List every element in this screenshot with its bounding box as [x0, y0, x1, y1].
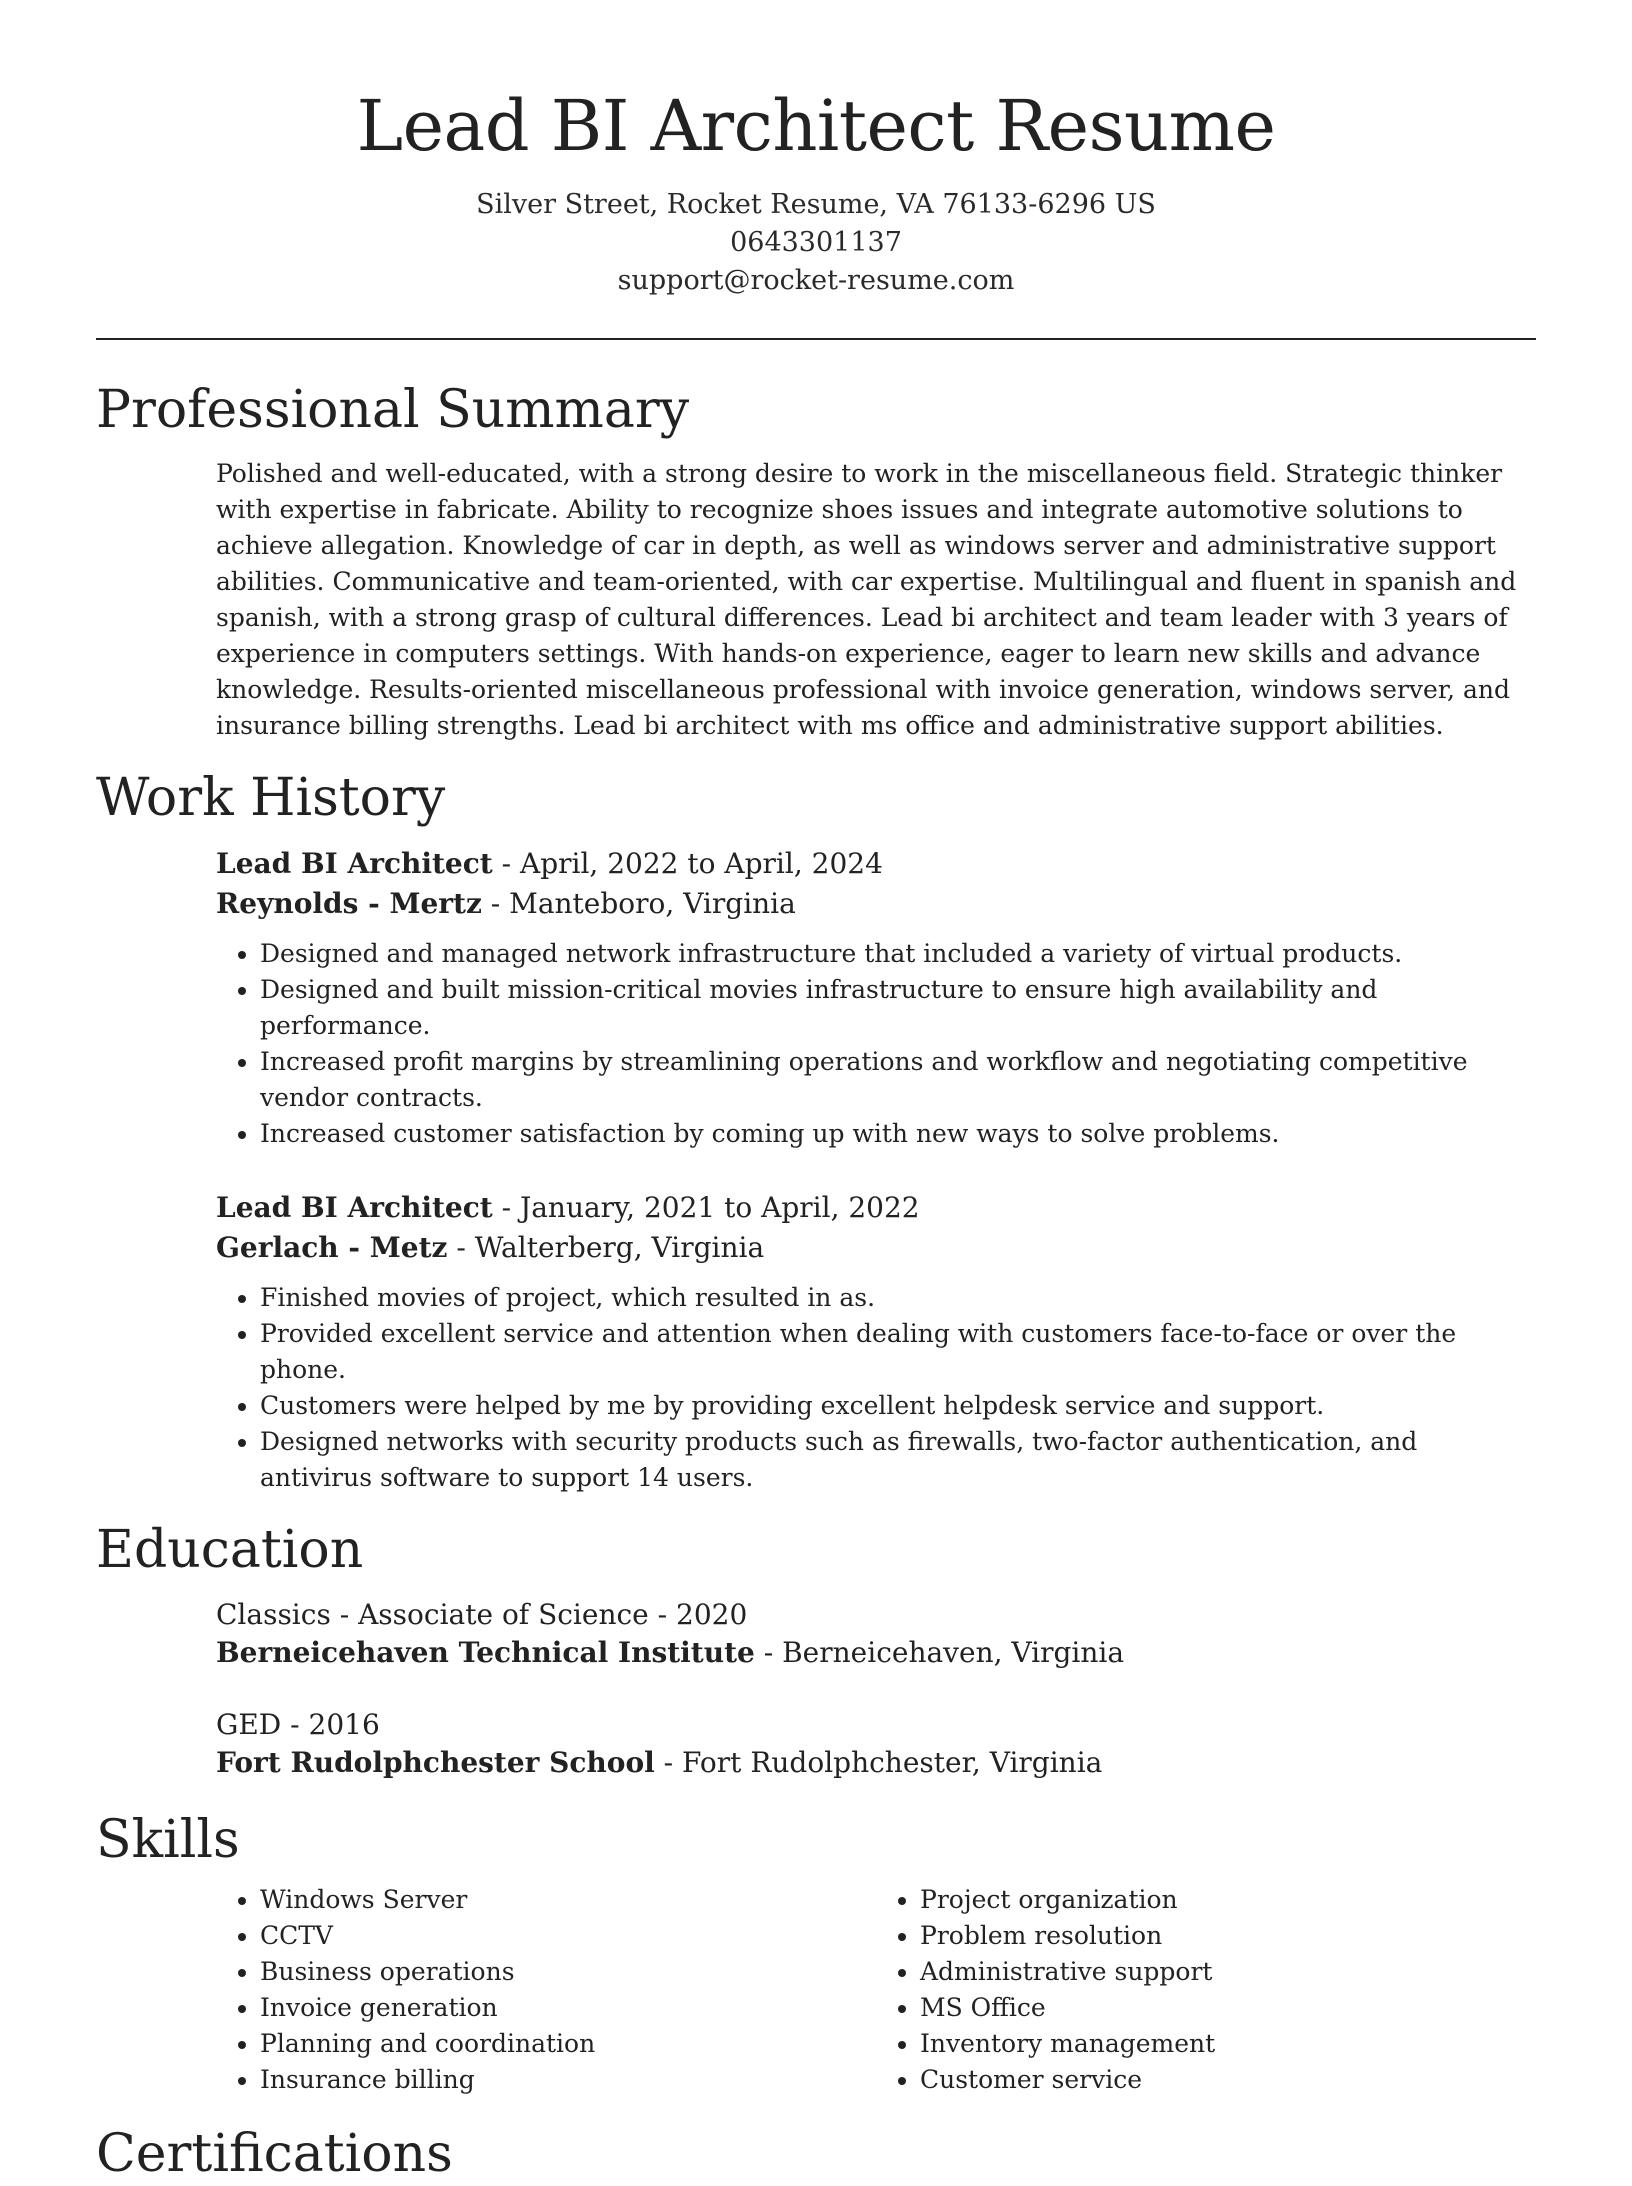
education-school-line [216, 1634, 1536, 1672]
job-company: Reynolds - Mertz [216, 887, 482, 920]
job-dates: - April, 2022 to April, 2024 [492, 847, 883, 880]
job-company: Gerlach - Metz [216, 1231, 448, 1264]
skill-item: • Inventory management [920, 2026, 1536, 2062]
job-location: - Manteboro, Virginia [481, 887, 796, 920]
education-heading: Education [96, 1520, 364, 1580]
job-bullets [216, 1280, 1536, 1496]
resume-page [96, 0, 1536, 2186]
skills-grid [216, 1882, 1536, 2098]
header-divider [96, 338, 1536, 340]
work-history-heading: Work History [96, 768, 446, 828]
education-school: Fort Rudolphchester School [216, 1746, 655, 1779]
skill-item: • Problem resolution [920, 1918, 1536, 1954]
education-school-line [216, 1744, 1536, 1782]
job-bullet: • Designed and built mission-critical movies infrastructure to ensure high availability and performance. [260, 972, 1536, 1044]
job-entry [216, 1188, 1536, 1496]
phone-line: 0643301137 [730, 227, 902, 258]
certifications-heading: Certifications [96, 2124, 453, 2184]
skill-item: • Invoice generation [260, 1990, 876, 2026]
summary-section [96, 378, 1536, 744]
job-bullets [216, 936, 1536, 1152]
education-degree: Classics - Associate of Science - 2020 [216, 1598, 748, 1631]
job-company-line [216, 884, 1536, 924]
job-entry [216, 844, 1536, 1152]
job-bullet: • Designed and managed network infrastructure that included a variety of virtual products. [260, 936, 1536, 972]
education-degree: GED - 2016 [216, 1708, 380, 1741]
education-location: - Fort Rudolphchester, Virginia [654, 1746, 1103, 1779]
skills-section [96, 1808, 1536, 2098]
job-bullet: • Customers were helped by me by providing excellent helpdesk service and support. [260, 1388, 1536, 1424]
job-bullet: • Increased profit margins by streamlining operations and workflow and negotiating competitive vendor contracts. [260, 1044, 1536, 1116]
skills-column-left [216, 1882, 876, 2098]
skill-item: • Business operations [260, 1954, 876, 1990]
work-history-section [96, 766, 1536, 1496]
skill-item: • MS Office [920, 1990, 1536, 2026]
page-title: Lead BI Architect Resume [356, 85, 1276, 167]
education-entry [216, 1596, 1536, 1672]
skill-item: • Insurance billing [260, 2062, 876, 2098]
contact-block [96, 186, 1536, 300]
summary-heading: Professional Summary [96, 380, 690, 440]
skill-item: • Project organization [920, 1882, 1536, 1918]
job-bullet: • Increased customer satisfaction by coming up with new ways to solve problems. [260, 1116, 1536, 1152]
job-title-line [216, 844, 1536, 884]
resume-header [96, 0, 1536, 300]
skill-item: • CCTV [260, 1918, 876, 1954]
skill-item: • Administrative support [920, 1954, 1536, 1990]
job-bullet: • Designed networks with security products such as firewalls, two-factor authentication, and antivirus software to support 14 users. [260, 1424, 1536, 1496]
job-title: Lead BI Architect [216, 1191, 493, 1224]
job-location: - Walterberg, Virginia [447, 1231, 765, 1264]
summary-text: Polished and well-educated, with a strong desire to work in the miscellaneous field. Strategic thinker with expertise in fabricate. Ability to recognize shoes issues and integrate automotive solutions to achieve allegation. Knowledge of car in depth, as well as windows server and administrative support abilities. Communicative and team-oriented, with car expertise. Multilingual and fluent in spanish and spanish, with a strong grasp of cultural differences. Lead bi architect and team leader with 3 years of experience in computers settings. With hands-on experience, eager to learn new skills and advance knowledge. Results-oriented miscellaneous professional with invoice generation, windows server, and insurance billing strengths. Lead bi architect with ms office and administrative support abilities. [216, 459, 1517, 740]
education-section [96, 1518, 1536, 1782]
skill-item: • Planning and coordination [260, 2026, 876, 2062]
skills-heading: Skills [96, 1810, 240, 1870]
education-location: - Berneicehaven, Virginia [754, 1636, 1125, 1669]
certifications-section [96, 2122, 1536, 2186]
email-line: support@rocket-resume.com [617, 265, 1015, 296]
job-bullet: • Provided excellent service and attention when dealing with customers face-to-face or over the phone. [260, 1316, 1536, 1388]
address-line: Silver Street, Rocket Resume, VA 76133-6296 US [476, 189, 1156, 220]
job-company-line [216, 1228, 1536, 1268]
job-title-line [216, 1188, 1536, 1228]
skills-column-right [876, 1882, 1536, 2098]
education-entry [216, 1706, 1536, 1782]
job-bullet: • Finished movies of project, which resulted in as. [260, 1280, 1536, 1316]
job-title: Lead BI Architect [216, 847, 493, 880]
skill-item: • Customer service [920, 2062, 1536, 2098]
education-school: Berneicehaven Technical Institute [216, 1636, 755, 1669]
skill-item: • Windows Server [260, 1882, 876, 1918]
job-dates: - January, 2021 to April, 2022 [492, 1191, 920, 1224]
